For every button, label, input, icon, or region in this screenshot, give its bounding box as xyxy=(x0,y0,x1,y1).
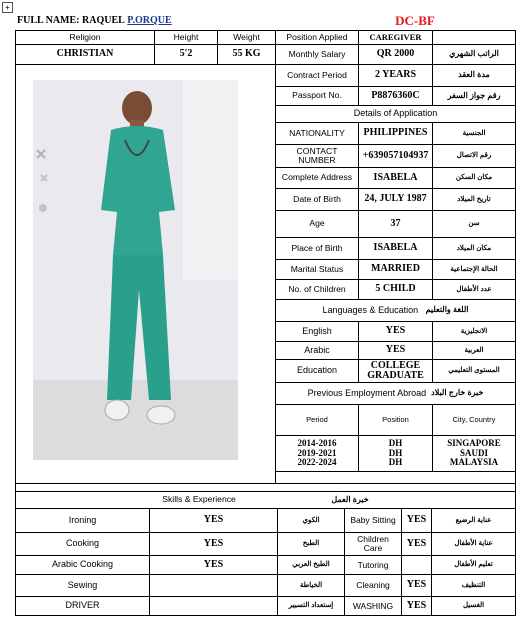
skill-label: Cooking xyxy=(15,533,150,556)
details-heading: Details of Application xyxy=(276,106,516,123)
skill-value: YES xyxy=(150,533,278,556)
skill-ar: عناية الأطفال xyxy=(432,533,516,556)
salary-value: QR 2000 xyxy=(359,45,433,65)
employment-period: 2022-2024 xyxy=(297,457,337,468)
languages-heading-ar: اللغة والتعليم xyxy=(425,305,469,315)
language-ar: العربية xyxy=(433,342,516,360)
employment-position: DH xyxy=(388,447,403,458)
detail-ar: سن xyxy=(433,211,516,238)
employment-period: 2014-2016 xyxy=(297,438,337,449)
skills-heading-text: Skills & Experience xyxy=(162,494,236,505)
weight-value: 55 KG xyxy=(218,45,276,65)
skill-value: YES xyxy=(402,597,432,616)
skill-label: WASHING xyxy=(345,597,402,616)
skill-ar: الطبخ xyxy=(278,533,345,556)
detail-value: 24, JULY 1987 xyxy=(359,189,433,211)
passport-ar: رقم جواز السفر xyxy=(433,87,516,106)
salary-label: Monthly Salary xyxy=(276,45,359,65)
full-name-field xyxy=(15,12,335,30)
detail-label: NATIONALITY xyxy=(276,123,359,145)
detail-label: Complete Address xyxy=(276,168,359,189)
detail-label: Age xyxy=(276,211,359,238)
employment-col-period: Period xyxy=(276,405,359,436)
position-label: Position Applied xyxy=(276,30,359,45)
skill-value: YES xyxy=(150,556,278,575)
last-name: P.ORQUE xyxy=(127,14,172,26)
language-label: Education xyxy=(276,360,359,383)
skill-ar: الكوي xyxy=(278,509,345,533)
skill-label: Tutoring xyxy=(345,556,402,575)
religion-value: CHRISTIAN xyxy=(15,45,155,65)
language-ar: المستوى التعليمي xyxy=(433,360,516,383)
skills-heading-ar: خبرة العمل xyxy=(331,494,369,504)
religion-label: Religion xyxy=(15,30,155,45)
passport-label: Passport No. xyxy=(276,87,359,106)
detail-ar: مكان الميلاد xyxy=(433,238,516,260)
employment-country: SAUDI xyxy=(459,447,488,458)
languages-heading xyxy=(276,300,516,322)
skill-label: Baby Sitting xyxy=(345,509,402,533)
employment-position: DH xyxy=(388,457,403,468)
position-ar xyxy=(433,30,516,45)
employment-col-position: Position xyxy=(359,405,433,436)
skill-value xyxy=(402,556,432,575)
detail-value: ISABELA xyxy=(359,238,433,260)
skill-label: Arabic Cooking xyxy=(15,556,150,575)
employment-position: DH xyxy=(388,438,403,449)
table-move-handle-icon[interactable]: + xyxy=(2,2,13,13)
employment-col-country: City, Country xyxy=(433,405,516,436)
skill-label: DRIVER xyxy=(15,597,150,616)
spacer-row xyxy=(15,484,516,492)
skill-ar: الخياطة xyxy=(278,575,345,597)
weight-label: Weight xyxy=(218,30,276,45)
applicant-photo xyxy=(33,80,238,460)
detail-label: No. of Children xyxy=(276,280,359,300)
detail-ar: مكان السكن xyxy=(433,168,516,189)
detail-value: 37 xyxy=(359,211,433,238)
employment-heading xyxy=(276,383,516,405)
skill-value: YES xyxy=(402,509,432,533)
detail-ar: عدد الأطفال xyxy=(433,280,516,300)
detail-ar: الجنسية xyxy=(433,123,516,145)
detail-label: Date of Birth xyxy=(276,189,359,211)
detail-value: +639057104937 xyxy=(359,145,433,168)
detail-label: Place of Birth xyxy=(276,238,359,260)
spacer-row xyxy=(276,472,516,484)
salary-ar: الراتب الشهري xyxy=(433,45,516,65)
first-name: RAQUEL xyxy=(82,14,125,26)
skill-value xyxy=(150,597,278,616)
detail-ar: رقم الاتصال xyxy=(433,145,516,168)
detail-value: 5 CHILD xyxy=(359,280,433,300)
employment-countries xyxy=(433,436,516,472)
full-name-label: FULL NAME: xyxy=(17,14,80,26)
skill-ar: التنظيف xyxy=(432,575,516,597)
employment-country: MALAYSIA xyxy=(449,457,499,468)
detail-ar: الحالة الإجتماعية xyxy=(433,260,516,280)
contract-value: 2 YEARS xyxy=(359,65,433,87)
skill-ar: إستعداد التسيير xyxy=(278,597,345,616)
employment-heading-text: Previous Employment Abroad xyxy=(307,387,427,398)
skill-ar: الطبخ العربي xyxy=(278,556,345,575)
skill-ar: عناية الرضيع xyxy=(432,509,516,533)
document-code: DC-BF xyxy=(395,13,435,29)
employment-periods xyxy=(276,436,359,472)
position-value: CAREGIVER xyxy=(359,30,433,45)
language-value: YES xyxy=(359,342,433,360)
skill-value: YES xyxy=(150,509,278,533)
employment-heading-ar: خبرة خارج البلاد xyxy=(431,388,484,398)
language-label: English xyxy=(276,322,359,342)
skill-value: YES xyxy=(402,533,432,556)
skill-label: Ironing xyxy=(15,509,150,533)
skill-label: Cleaning xyxy=(345,575,402,597)
skill-ar: تعليم الأطفال xyxy=(432,556,516,575)
detail-value: ISABELA xyxy=(359,168,433,189)
detail-value: MARRIED xyxy=(359,260,433,280)
height-label: Height xyxy=(155,30,218,45)
detail-value: PHILIPPINES xyxy=(359,123,433,145)
language-value: COLLEGE GRADUATE xyxy=(359,360,433,383)
language-ar: الانجليزية xyxy=(433,322,516,342)
language-value: YES xyxy=(359,322,433,342)
skill-ar: الغسيل xyxy=(432,597,516,616)
detail-ar: تاريخ الميلاد xyxy=(433,189,516,211)
detail-label: CONTACT NUMBER xyxy=(276,145,359,168)
contract-label: Contract Period xyxy=(276,65,359,87)
employment-country: SINGAPORE xyxy=(447,438,501,449)
contract-ar: مدة العقد xyxy=(433,65,516,87)
languages-heading-text: Languages & Education xyxy=(322,304,419,315)
skill-value xyxy=(150,575,278,597)
skill-label: Children Care xyxy=(345,533,402,556)
height-value: 5'2 xyxy=(155,45,218,65)
language-label: Arabic xyxy=(276,342,359,360)
skill-label: Sewing xyxy=(15,575,150,597)
skill-value: YES xyxy=(402,575,432,597)
passport-value: P8876360C xyxy=(359,87,433,106)
detail-label: Marital Status xyxy=(276,260,359,280)
skills-heading xyxy=(15,492,516,509)
employment-period: 2019-2021 xyxy=(297,447,337,458)
employment-positions xyxy=(359,436,433,472)
